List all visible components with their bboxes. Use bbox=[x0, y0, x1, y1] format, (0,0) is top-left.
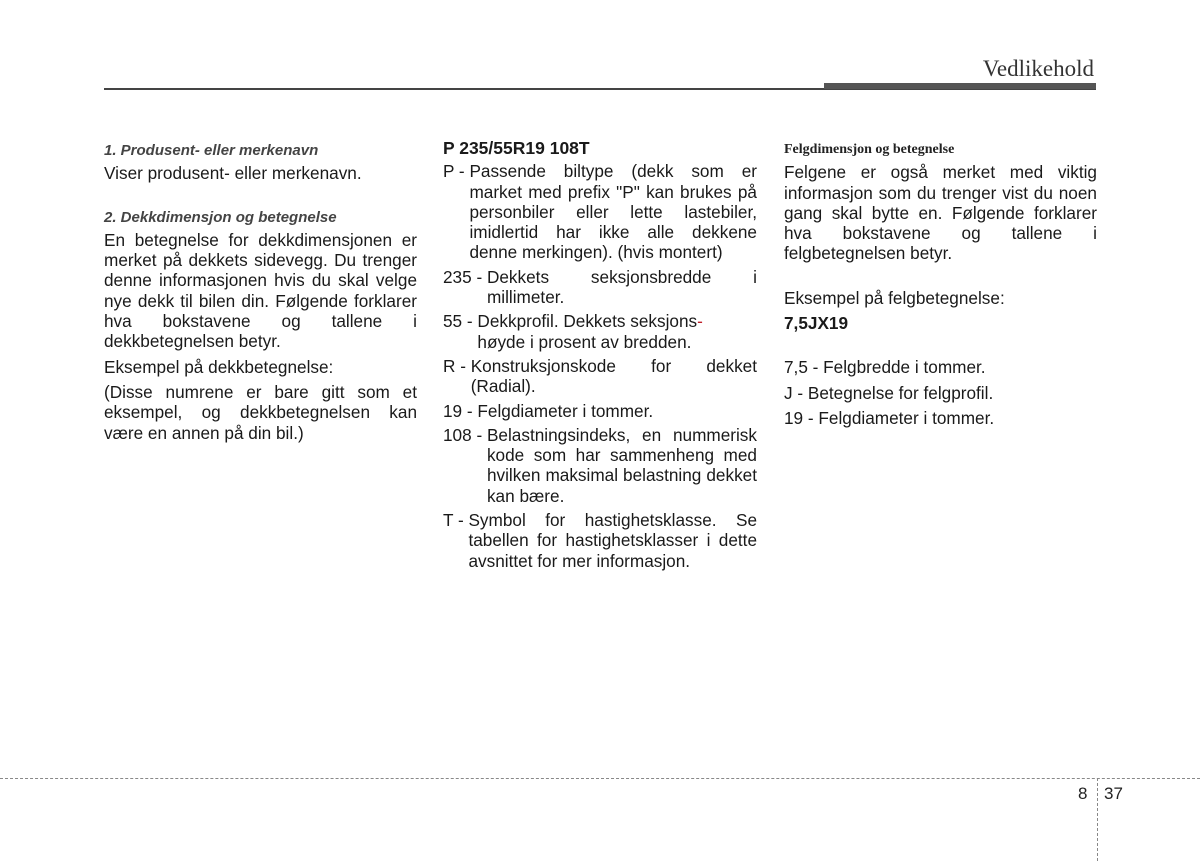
definition-code: 55 - bbox=[443, 311, 478, 332]
definition-code: 108 - bbox=[443, 424, 487, 445]
section-number: 8 bbox=[1078, 784, 1088, 803]
definition-text: Konstruksjonskode for dekket (Radial). bbox=[470, 355, 757, 397]
definition-item bbox=[443, 401, 757, 421]
definition-text: Belastningsindeks, en nummerisk kode som har sammenheng med hvilken maksimal belastning dekket kan bære. bbox=[486, 424, 757, 506]
hyphen-mark: - bbox=[697, 311, 703, 332]
column-left bbox=[104, 138, 417, 443]
definition-code: 19 - bbox=[443, 400, 478, 421]
rim-item: J - Betegnelse for felgprofil. bbox=[784, 382, 994, 403]
rim-subheading: Felgdimensjon og betegnelse bbox=[784, 142, 955, 157]
footer-rule bbox=[0, 778, 1200, 779]
paragraph-rim: Felgene er også merket med viktig informasjon som du trenger vist du noen gang skal bytte en. Følgende forklarer hva bokstavene og tallene i felgbetegnelsen betyr. bbox=[784, 162, 1097, 264]
column-middle bbox=[443, 138, 757, 575]
paragraph-rim-example-label: Eksempel på felgbetegnelse: bbox=[784, 287, 1005, 308]
page-number: 37 bbox=[1104, 784, 1123, 803]
paragraph-tire-size: En betegnelse for dekkdimensjonen er merket på dekkets sidevegg. Du trenger denne informasjonen hvis du skal velge nye dekk til bilen din. Følgende forklarer hva bokstavene og tallene i dekkbetegnelsen betyr. bbox=[104, 229, 417, 352]
header-rule-accent bbox=[824, 83, 1096, 89]
definition-text: Passende biltype (dekk som er market med prefix "P" kan brukes på personbiler eller lette lastebiler, imidlertid har ikke alle dekkene denne merkingen). (hvis montert) bbox=[469, 161, 757, 263]
definition-text: Dekkets seksjonsbredde i millimeter. bbox=[486, 266, 757, 308]
rim-item: 19 - Felgdiameter i tommer. bbox=[784, 407, 995, 428]
definition-item bbox=[443, 425, 757, 506]
paragraph-tire-example-label: Eksempel på dekkbetegnelse: bbox=[104, 356, 334, 377]
definition-text-continued: høyde i prosent av bredden. bbox=[477, 331, 692, 352]
definition-text: Felgdiameter i tommer. bbox=[477, 400, 654, 421]
subheading-tire-size: 2. Dekkdimensjon og betegnelse bbox=[104, 208, 337, 226]
paragraph-manufacturer: Viser produsent- eller merkenavn. bbox=[104, 163, 362, 184]
column-right bbox=[784, 138, 1097, 428]
definition-code: 235 - bbox=[443, 266, 487, 287]
definition-item bbox=[443, 311, 757, 352]
subheading-manufacturer: 1. Produsent- eller merkenavn bbox=[104, 142, 319, 159]
rim-item: 7,5 - Felgbredde i tommer. bbox=[784, 357, 986, 378]
definition-item bbox=[443, 161, 757, 262]
paragraph-tire-disclaimer: (Disse numrene er bare gitt som et eksempel, og dekkbetegnelsen kan være en annen på din bil.) bbox=[104, 381, 417, 443]
definition-text: Dekkprofil. Dekkets seksjons- bbox=[477, 311, 703, 332]
tire-code-heading: P 235/55R19 108T bbox=[443, 138, 590, 158]
definition-code: P - bbox=[443, 161, 470, 182]
definition-item bbox=[443, 267, 757, 308]
definition-text-group bbox=[477, 311, 757, 352]
definition-text: Symbol for hastighetsklasse. Se tabellen for hastighetsklasser i dette avsnittet for mer informasjon. bbox=[468, 510, 757, 571]
definition-item bbox=[443, 356, 757, 397]
page-header-title: Vedlikehold bbox=[982, 56, 1094, 81]
definition-item bbox=[443, 510, 757, 571]
footer-divider bbox=[1097, 778, 1098, 861]
definition-code: R - bbox=[443, 355, 471, 376]
definition-code: T - bbox=[443, 510, 469, 531]
rim-example-code: 7,5JX19 bbox=[784, 313, 849, 334]
